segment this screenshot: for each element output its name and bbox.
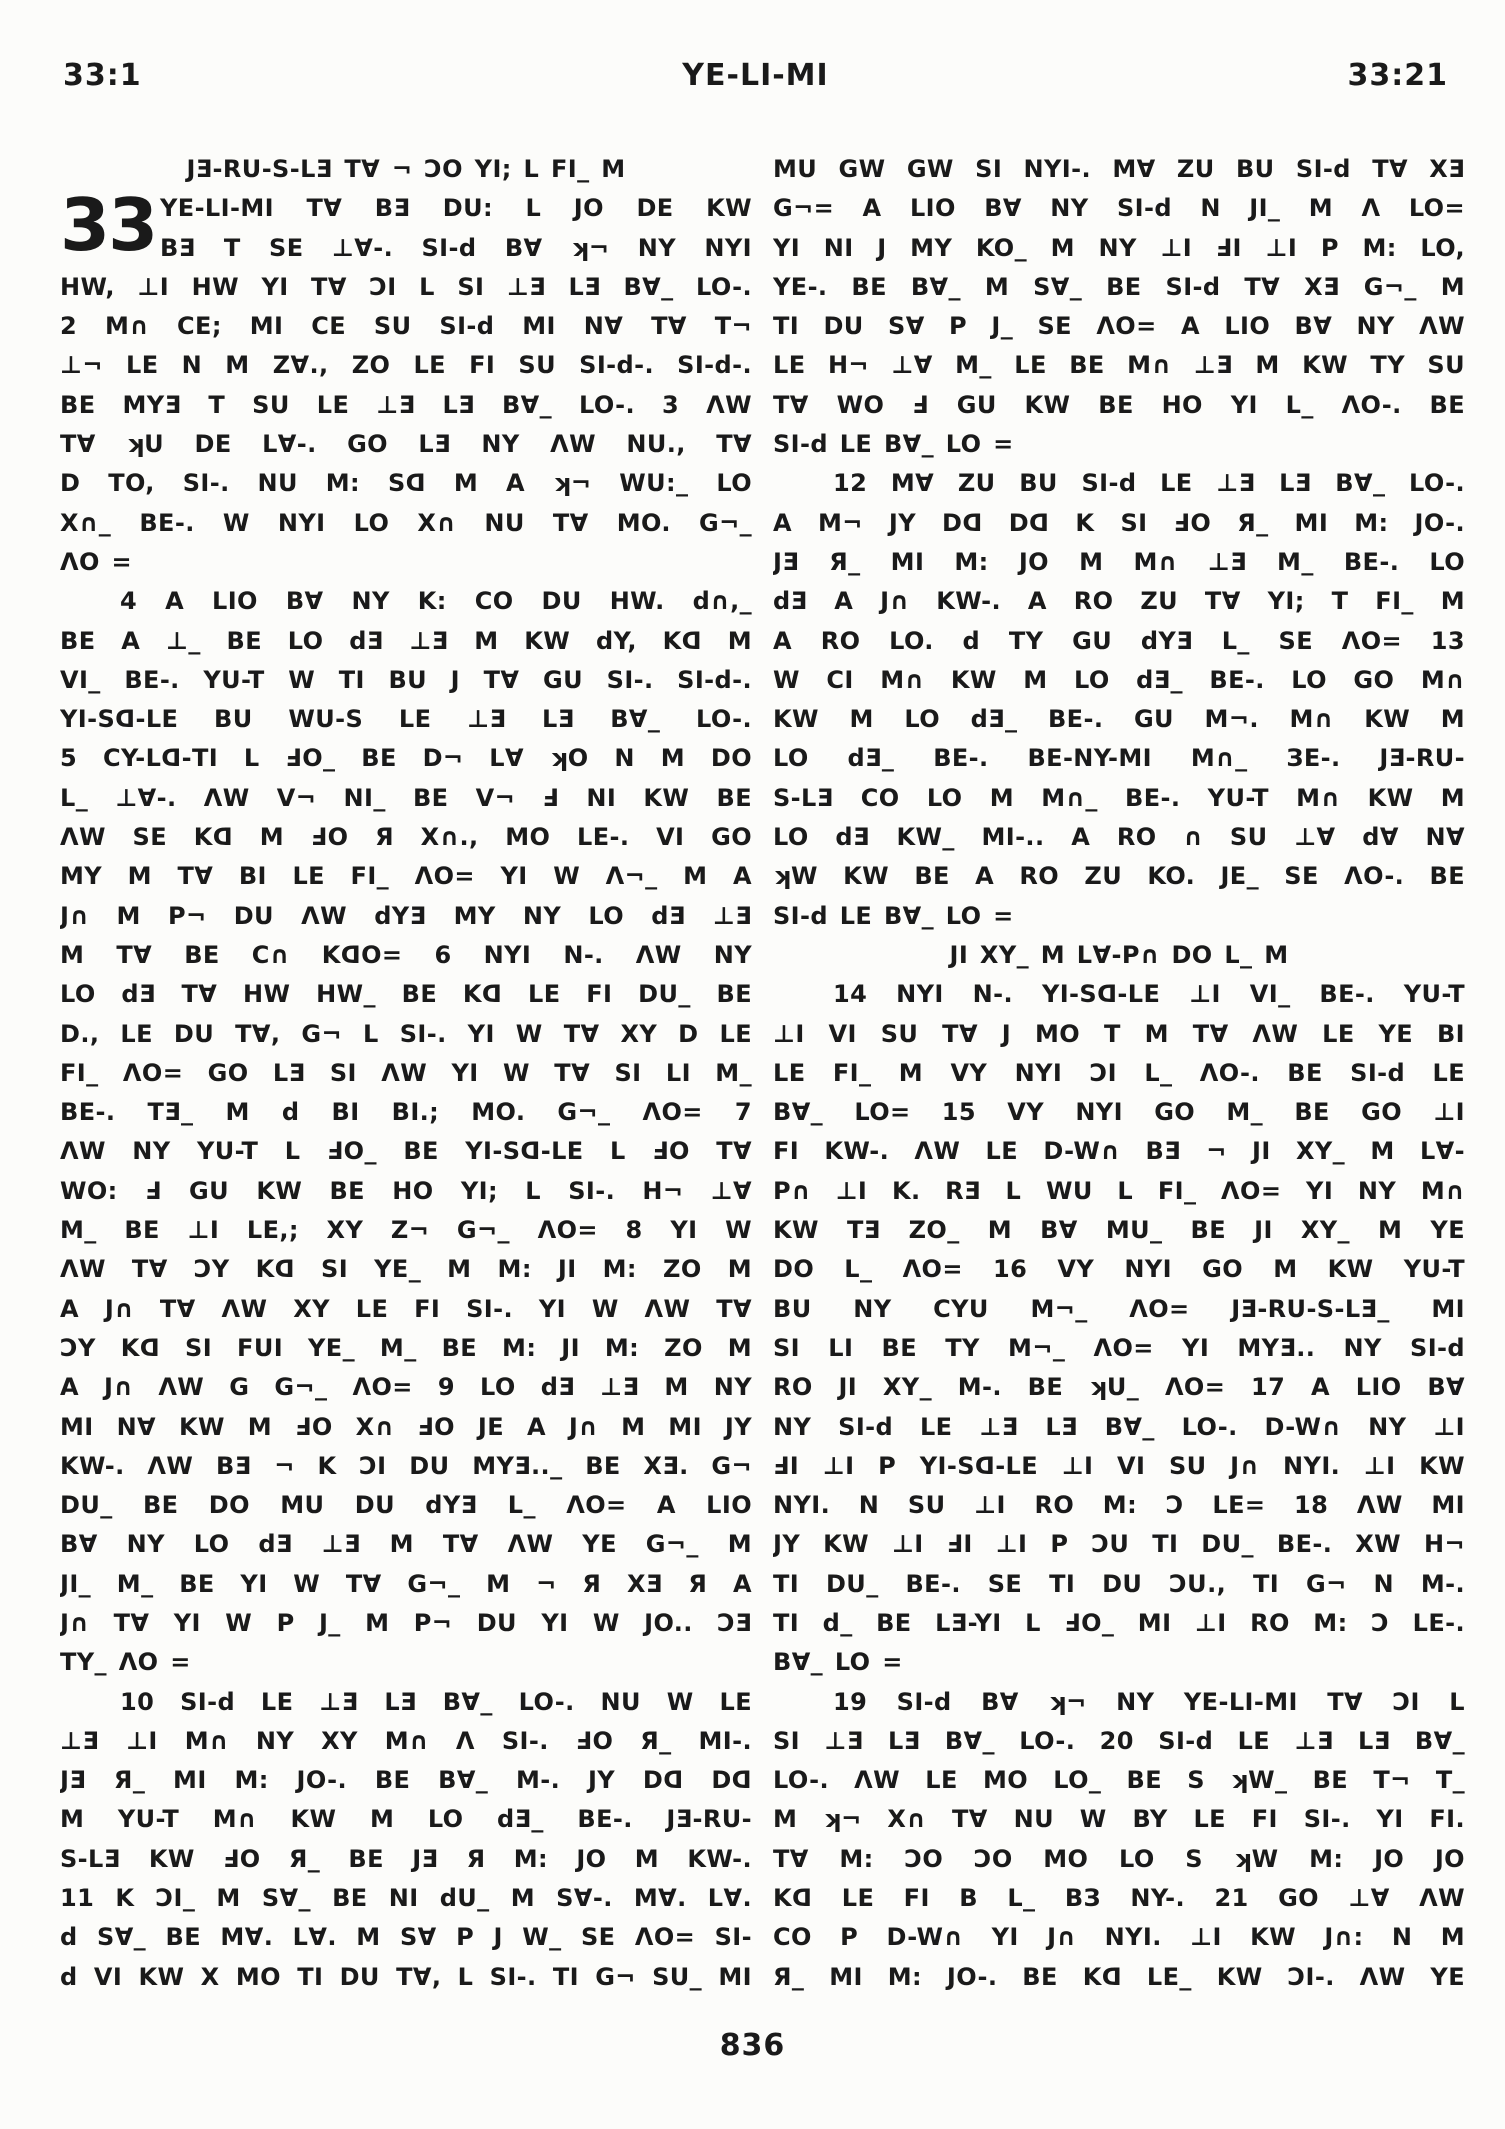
text-line: BE A ⊥_ BE LO dƎ ⊥Ǝ M KW dY, Kᗡ M xyxy=(60,626,752,655)
text-line: Kᗡ LE FI B L_ BЗ NY-. 21 GO ⊥∀ ΛW xyxy=(773,1884,1465,1913)
text-line: 10 SI-d LE ⊥Ǝ LƎ B∀_ LO-. NU W LE xyxy=(120,1687,752,1716)
text-line: LO dƎ KW_ MI-.. A RO ∩ SU ⊥∀ d∀ N∀ xyxy=(773,823,1465,852)
text-line: ΛO = xyxy=(60,547,133,576)
text-line: NY SI-d LE ⊥Ǝ LƎ B∀_ LO-. D-W∩ NY ⊥I xyxy=(773,1412,1465,1441)
book-title: YE-LI-MI xyxy=(682,58,829,93)
text-line: 11 K ƆI_ M S∀_ BE NI dU_ M S∀-. M∀. L∀. xyxy=(60,1884,752,1913)
text-line: A RO LO. d TY GU dYƎ L_ SE ΛO= 13 xyxy=(773,626,1465,655)
text-line: 2 M∩ CE; MI CE SU SI-d MI N∀ T∀ T¬ xyxy=(60,312,752,341)
text-line: JƎ Я_ MI M: JO-. BE B∀_ M-. JY Dᗡ Dᗡ xyxy=(60,1766,752,1795)
text-line: JI_ M_ BE YI W T∀ G¬_ M ¬ Я XƎ Я A xyxy=(60,1569,752,1598)
text-line: YI NI J MY KO_ M NY ⊥I ℲI ⊥I P M: LO, xyxy=(773,233,1465,262)
text-line: dƎ A J∩ KW-. A RO ZU T∀ YI; T FI_ M xyxy=(773,587,1465,616)
text-line: YE-. BE B∀_ M S∀_ BE SI-d T∀ XƎ G¬_ M xyxy=(773,272,1465,301)
text-line: BƎ T SE ⊥∀-. SI-d B∀ ʞ¬ NY NYI xyxy=(160,233,752,262)
text-line: A J∩ ΛW G G¬_ ΛO= 9 LO dƎ ⊥Ǝ M NY xyxy=(60,1373,752,1402)
page-number: 836 xyxy=(719,2028,786,2063)
text-line: 19 SI-d B∀ ʞ¬ NY YE-LI-MI T∀ ƆI L xyxy=(833,1687,1465,1716)
text-line: KW-. ΛW BƎ ¬ K ƆI DU MYƎ.._ BE XƎ. G¬ xyxy=(60,1451,752,1480)
text-line: BU NY CYU M¬_ ΛO= JƎ-RU-S-LƎ_ MI xyxy=(773,1294,1465,1323)
text-line: P∩ ⊥I K. RƎ L WU L FI_ ΛO= YI NY M∩ xyxy=(773,1176,1465,1205)
text-line: B∀_ LO = xyxy=(773,1648,903,1677)
text-line: MI N∀ KW M ℲO X∩ ℲO JE A J∩ M MI JY xyxy=(60,1412,752,1441)
text-line: T∀ WO Ⅎ GU KW BE HO YI L_ ΛO-. BE xyxy=(773,390,1465,419)
text-line: ƆY Kᗡ SI FUI YE_ M_ BE M: JI M: ZO M xyxy=(60,1333,752,1362)
text-line: LE FI_ M VY NYI ƆI L_ ΛO-. BE SI-d LE xyxy=(773,1058,1465,1087)
text-line: 5 CY-Lᗡ-TI L ℲO_ BE D¬ L∀ ʞO N M DO xyxy=(60,744,752,773)
text-line: TI d_ BE LƎ-YI L ℲO_ MI ⊥I RO M: Ɔ LE-. xyxy=(773,1608,1465,1637)
text-line: Я_ MI M: JO-. BE Kᗡ LE_ KW ƆI-. ΛW YE xyxy=(773,1962,1465,1991)
text-line: M YU-T M∩ KW M LO dƎ_ BE-. JƎ-RU- xyxy=(60,1805,752,1834)
header-right-reference: 33:21 xyxy=(1347,58,1448,93)
text-line: ⊥Ǝ ⊥I M∩ NY XY M∩ Λ SI-. ℲO Я_ MI-. xyxy=(60,1726,752,1755)
text-line: J∩ M P¬ DU ΛW dYƎ MY NY LO dƎ ⊥Ǝ xyxy=(60,901,752,930)
text-line: ℲI ⊥I P YI-Sᗡ-LE ⊥I VI SU J∩ NYI. ⊥I KW xyxy=(773,1451,1465,1480)
text-line: S-LƎ CO LO M M∩_ BE-. YU-T M∩ KW M xyxy=(773,783,1465,812)
text-columns xyxy=(60,150,1465,1997)
text-line: d VI KW X MO TI DU T∀, L SI-. TI G¬ SU_ MI xyxy=(60,1962,752,1991)
text-line: JƎ-RU-S-LƎ T∀ ¬ ƆO YI; L FI_ M xyxy=(186,155,626,183)
text-line: SI-d LE B∀_ LO = xyxy=(773,430,1014,459)
text-line: WO: Ⅎ GU KW BE HO YI; L SI-. H¬ ⊥∀ xyxy=(60,1176,752,1205)
text-line: JƎ Я_ MI M: JO M M∩ ⊥Ǝ M_ BE-. LO xyxy=(773,547,1465,576)
text-line: ΛW NY YU-T L ℲO_ BE YI-Sᗡ-LE L ℲO T∀ xyxy=(60,1137,752,1166)
text-line: G¬= A LIO B∀ NY SI-d N JI_ M Λ LO= xyxy=(773,194,1465,223)
text-line: M_ BE ⊥I LE,; XY Z¬ G¬_ ΛO= 8 YI W xyxy=(60,1216,752,1245)
text-line: TI DU_ BE-. SE TI DU ƆU., TI G¬ N M-. xyxy=(773,1569,1465,1598)
text-line: MY M T∀ BI LE FI_ ΛO= YI W Λ¬_ M A xyxy=(60,862,752,891)
text-line: NYI. N SU ⊥I RO M: Ɔ LE= 18 ΛW MI xyxy=(773,1491,1465,1520)
text-line: DU_ BE DO MU DU dYƎ L_ ΛO= A LIO xyxy=(60,1491,752,1520)
text-line: LO-. ΛW LE MO LO_ BE S ʞW_ BE T¬ T_ xyxy=(773,1766,1465,1795)
text-line: X∩_ BE-. W NYI LO X∩ NU T∀ MO. G¬_ xyxy=(60,508,752,537)
text-line: KW TƎ ZO_ M B∀ MU_ BE JI XY_ M YE xyxy=(773,1216,1465,1245)
text-line: 14 NYI N-. YI-Sᗡ-LE ⊥I VI_ BE-. YU-T xyxy=(833,980,1465,1009)
text-line: LO dƎ T∀ HW HW_ BE Kᗡ LE FI DU_ BE xyxy=(60,980,752,1009)
text-line: W CI M∩ KW M LO dƎ_ BE-. LO GO M∩ xyxy=(773,665,1465,694)
text-line: ⊥I VI SU T∀ J MO T M T∀ ΛW LE YE BI xyxy=(773,1019,1465,1048)
text-line: LE H¬ ⊥∀ M_ LE BE M∩ ⊥Ǝ M KW TY SU xyxy=(773,351,1465,380)
left-column xyxy=(60,150,752,1997)
text-line: D TO, SI-. NU M: Sᗡ M A ʞ¬ WU:_ LO xyxy=(60,469,752,498)
text-line: 12 M∀ ZU BU SI-d LE ⊥Ǝ LƎ B∀_ LO-. xyxy=(833,469,1465,498)
text-line: M ʞ¬ X∩ T∀ NU W BY LE FI SI-. YI FI. xyxy=(773,1805,1465,1834)
text-line: ⊥¬ LE N M Z∀., ZO LE FI SU SI-d-. SI-d-. xyxy=(60,351,752,380)
text-line: 4 A LIO B∀ NY K: CO DU HW. d∩,_ xyxy=(120,587,752,616)
text-line: L_ ⊥∀-. ΛW V¬ NI_ BE V¬ Ⅎ NI KW BE xyxy=(60,783,752,812)
text-line: ΛW T∀ ƆY Kᗡ SI YE_ M M: JI M: ZO M xyxy=(60,1255,752,1284)
text-line: TY_ ΛO = xyxy=(60,1648,191,1677)
text-line: M T∀ BE C∩ KᗡO= 6 NYI N-. ΛW NY xyxy=(60,940,752,969)
text-line: MU GW GW SI NYI-. M∀ ZU BU SI-d T∀ XƎ xyxy=(773,155,1465,183)
text-line: d S∀_ BE M∀. L∀. M S∀ P J W_ SE ΛO= SI- xyxy=(60,1923,752,1952)
text-line: ʞW KW BE A RO ZU KO. JE_ SE ΛO-. BE xyxy=(773,862,1465,891)
text-line: D., LE DU T∀, G¬ L SI-. YI W T∀ XY D LE xyxy=(60,1019,752,1048)
text-line: SI-d LE B∀_ LO = xyxy=(773,901,1014,930)
text-line: T∀ ʞU DE L∀-. GO LƎ NY ΛW NU., T∀ xyxy=(60,430,752,459)
text-line: RO JI XY_ M-. BE ʞU_ ΛO= 17 A LIO B∀ xyxy=(773,1373,1465,1402)
text-line: B∀_ LO= 15 VY NYI GO M_ BE GO ⊥I xyxy=(773,1098,1465,1127)
right-column xyxy=(773,150,1465,1997)
text-line: DO L_ ΛO= 16 VY NYI GO M KW YU-T xyxy=(773,1255,1465,1284)
text-line: SI ⊥Ǝ LƎ B∀_ LO-. 20 SI-d LE ⊥Ǝ LƎ B∀_ xyxy=(773,1726,1465,1755)
text-line: B∀ NY LO dƎ ⊥Ǝ M T∀ ΛW YE G¬_ M xyxy=(60,1530,752,1559)
text-line: SI LI BE TY M¬_ ΛO= YI MYƎ.. NY SI-d xyxy=(773,1333,1465,1362)
text-line: TI DU S∀ P J_ SE ΛO= A LIO B∀ NY ΛW xyxy=(773,312,1465,341)
page-header xyxy=(63,58,1448,93)
text-line: BE MYƎ T SU LE ⊥Ǝ LƎ B∀_ LO-. 3 ΛW xyxy=(60,390,752,419)
chapter-number: 33 xyxy=(60,183,157,267)
text-line: JI XY_ M L∀-P∩ DO L_ M xyxy=(949,940,1289,969)
text-line: VI_ BE-. YU-T W TI BU J T∀ GU SI-. SI-d-. xyxy=(60,665,752,694)
text-line: A M¬ JY Dᗡ Dᗡ K SI ℲO Я_ MI M: JO-. xyxy=(773,508,1465,537)
text-line: JY KW ⊥I ℲI ⊥I P ƆU TI DU_ BE-. XW H¬ xyxy=(773,1530,1465,1559)
text-line: BE-. TƎ_ M d BI BI.; MO. G¬_ ΛO= 7 xyxy=(60,1098,752,1127)
text-line: YI-Sᗡ-LE BU WU-S LE ⊥Ǝ LƎ B∀_ LO-. xyxy=(60,705,752,734)
text-line: LO dƎ_ BE-. BE-NY-MI M∩_ ЗE-. JƎ-RU- xyxy=(773,744,1465,773)
text-line: FI_ ΛO= GO LƎ SI ΛW YI W T∀ SI LI M_ xyxy=(60,1058,752,1087)
text-line: ΛW SE Kᗡ M ℲO Я X∩., MO LE-. VI GO xyxy=(60,823,752,852)
text-line: YE-LI-MI T∀ BƎ DU: L JO DE KW xyxy=(160,194,752,223)
text-line: A J∩ T∀ ΛW XY LE FI SI-. YI W ΛW T∀ xyxy=(60,1294,752,1323)
header-left-reference: 33:1 xyxy=(63,58,142,93)
text-line: FI KW-. ΛW LE D-W∩ BƎ ¬ JI XY_ M L∀- xyxy=(773,1137,1465,1166)
text-line: T∀ M: ƆO ƆO MO LO S ʞW M: JO JO xyxy=(773,1844,1465,1873)
text-line: J∩ T∀ YI W P J_ M P¬ DU YI W JO.. ƆƎ xyxy=(60,1608,752,1637)
text-line: CO P D-W∩ YI J∩ NYI. ⊥I KW J∩: N M xyxy=(773,1923,1465,1952)
text-line: S-LƎ KW ℲO Я_ BE JƎ Я M: JO M KW-. xyxy=(60,1844,752,1873)
text-line: HW, ⊥I HW YI T∀ ƆI L SI ⊥Ǝ LƎ B∀_ LO-. xyxy=(60,272,752,301)
text-line: KW M LO dƎ_ BE-. GU M¬. M∩ KW M xyxy=(773,705,1465,734)
